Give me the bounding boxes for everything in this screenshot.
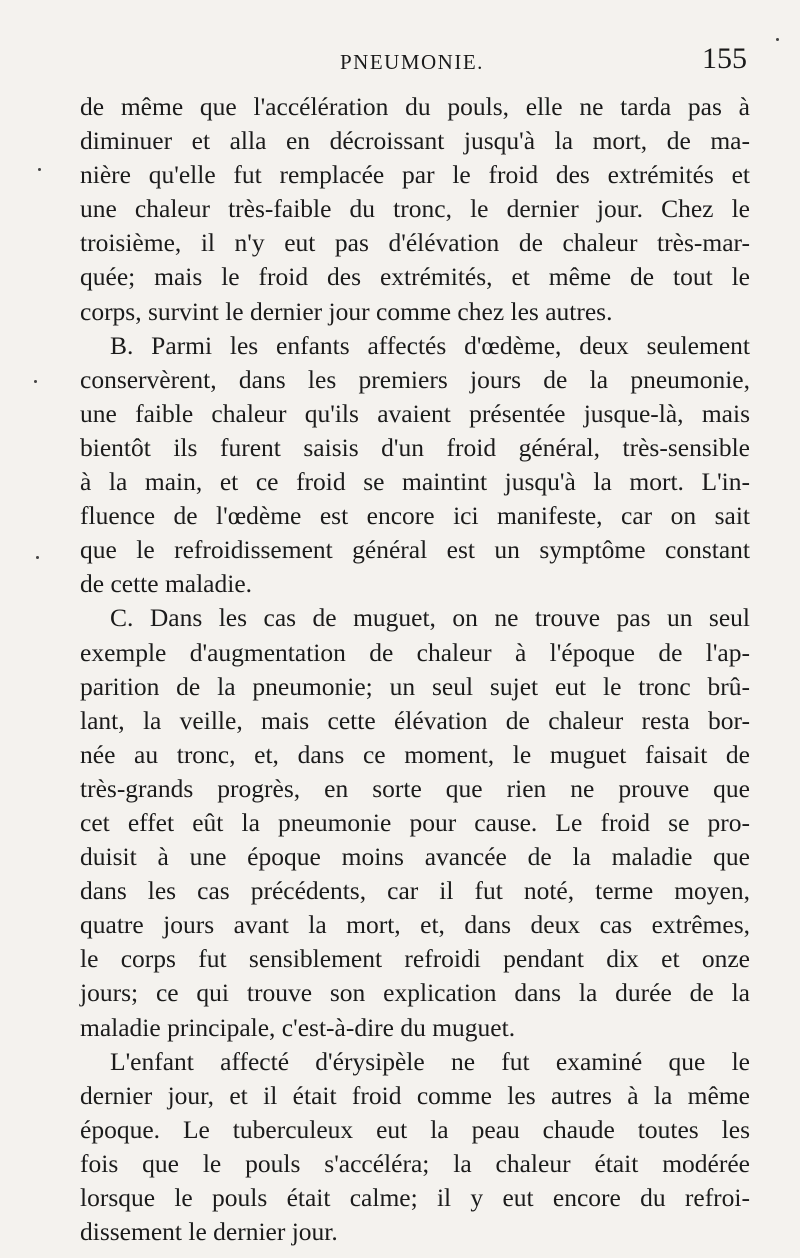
text-line: B. Parmi les enfants affectés d'œdème, deux seulement <box>110 330 750 360</box>
text-line: née au tronc, et, dans ce moment, le muguet faisait de <box>80 739 750 769</box>
text-line: une chaleur très-faible du tronc, le dernier jour. Chez le <box>80 194 750 224</box>
text-line: lorsque le pouls était calme; il y eut encore du refroi- <box>80 1183 750 1212</box>
text-line: de cette maladie. <box>80 569 253 599</box>
scan-speck <box>38 168 41 171</box>
text-line: troisième, il n'y eut pas d'élévation de chaleur très-mar- <box>80 228 750 258</box>
page-number: 155 <box>702 42 747 75</box>
text-line: nière qu'elle fut remplacée par le froid des extrémités et <box>80 160 750 190</box>
text-line: fluence de l'œdème est encore ici manifeste, car on sait <box>80 501 750 531</box>
text-line: que le refroidissement général est un symptôme constant <box>80 535 750 565</box>
text-line: fois que le pouls s'accéléra; la chaleur était modérée <box>80 1148 750 1178</box>
text-line: de même que l'accélération du pouls, elle ne tarda pas à <box>80 92 750 121</box>
text-line: bientôt ils furent saisis d'un froid général, très-sensible <box>80 432 750 462</box>
paragraph <box>80 90 750 329</box>
paragraph <box>80 329 750 602</box>
text-line: dernier jour, et il était froid comme les autres à la même <box>80 1080 750 1110</box>
text-line: conservèrent, dans les premiers jours de la pneumonie, <box>80 364 750 394</box>
text-line: maladie principale, c'est-à-dire du muguet. <box>80 1012 516 1042</box>
text-line: quatre jours avant la mort, et, dans deux cas extrêmes, <box>80 910 750 940</box>
text-line: quée; mais le froid des extrémités, et même de tout le <box>80 262 750 292</box>
text-line: lant, la veille, mais cette élévation de chaleur resta bor- <box>80 705 750 735</box>
text-line: très-grands progrès, en sorte que rien ne prouve que <box>80 773 750 803</box>
text-line: une faible chaleur qu'ils avaient présentée jusque-là, mais <box>80 398 750 428</box>
text-line: cet effet eût la pneumonie pour cause. Le froid se pro- <box>80 807 750 837</box>
scan-speck <box>36 556 39 559</box>
scan-speck <box>34 380 37 383</box>
body-text <box>80 90 750 1249</box>
text-line: L'enfant affecté d'érysipèle ne fut examiné que le <box>110 1046 750 1076</box>
page-header <box>0 44 800 80</box>
text-line: duisit à une époque moins avancée de la maladie que <box>80 842 750 872</box>
paragraph <box>80 601 750 1044</box>
text-line: parition de la pneumonie; un seul sujet eut le tronc brû- <box>80 671 750 701</box>
text-line: jours; ce qui trouve son explication dans la durée de la <box>80 978 750 1008</box>
text-line: C. Dans les cas de muguet, on ne trouve pas un seul <box>110 603 750 633</box>
text-line: exemple d'augmentation de chaleur à l'époque de l'ap- <box>80 637 750 667</box>
running-title: PNEUMONIE. <box>340 50 484 74</box>
paragraph <box>80 1045 750 1250</box>
text-line: corps, survint le dernier jour comme chez les autres. <box>80 296 613 326</box>
text-line: dissement le dernier jour. <box>80 1217 338 1247</box>
text-line: le corps fut sensiblement refroidi pendant dix et onze <box>80 944 750 974</box>
text-line: époque. Le tuberculeux eut la peau chaude toutes les <box>80 1114 750 1144</box>
text-line: à la main, et ce froid se maintint jusqu'à la mort. L'in- <box>80 467 750 497</box>
scan-speck <box>776 38 779 41</box>
text-line: dans les cas précédents, car il fut noté, terme moyen, <box>80 876 750 906</box>
text-line: diminuer et alla en décroissant jusqu'à la mort, de ma- <box>80 126 750 156</box>
